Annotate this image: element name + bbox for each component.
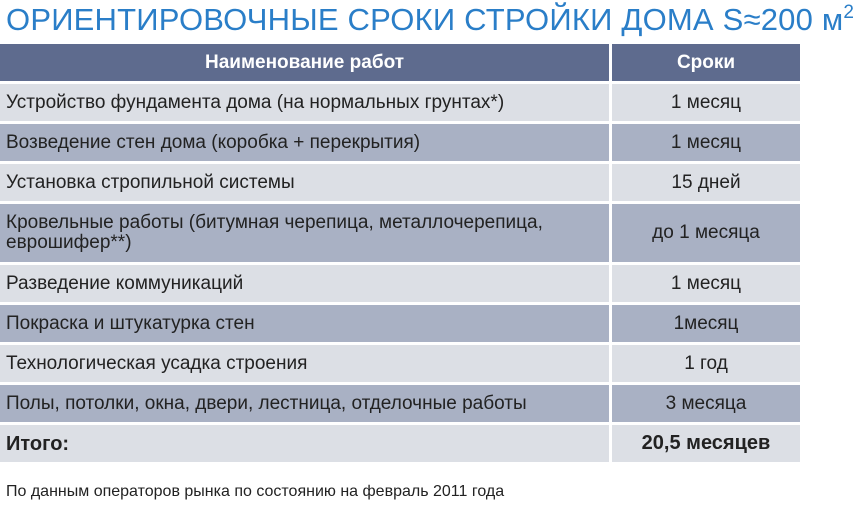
title-superscript: 2 — [843, 2, 854, 23]
schedule-table — [0, 44, 800, 465]
table-row — [0, 204, 800, 262]
header-time: Сроки — [612, 44, 800, 81]
table-row — [0, 265, 800, 302]
work-name: Технологическая усадка строения — [0, 345, 609, 382]
table-header-row — [0, 44, 800, 81]
table-row — [0, 305, 800, 342]
work-name: Полы, потолки, окна, двери, лестница, отделочные работы — [0, 385, 609, 422]
work-time: 1месяц — [612, 305, 800, 342]
title-text: ОРИЕНТИРОВОЧНЫЕ СРОКИ СТРОЙКИ ДОМА S≈200 м — [6, 2, 844, 37]
table-row — [0, 164, 800, 201]
work-name: Кровельные работы (битумная черепица, металлочерепица, еврошифер**) — [0, 204, 609, 262]
page-title — [0, 0, 854, 40]
work-name: Установка стропильной системы — [0, 164, 609, 201]
table-row — [0, 124, 800, 161]
work-time: до 1 месяца — [612, 204, 800, 262]
table-total-row — [0, 425, 800, 462]
total-value: 20,5 месяцев — [612, 425, 800, 462]
work-time: 1 год — [612, 345, 800, 382]
work-time: 15 дней — [612, 164, 800, 201]
work-name: Разведение коммуникаций — [0, 265, 609, 302]
table-row — [0, 345, 800, 382]
work-time: 1 месяц — [612, 265, 800, 302]
source-footnote: По данным операторов рынка по состоянию на февраль 2011 года — [6, 483, 505, 500]
work-name: Возведение стен дома (коробка + перекрытия) — [0, 124, 609, 161]
table-row — [0, 385, 800, 422]
header-name: Наименование работ — [0, 44, 609, 81]
work-time: 1 месяц — [612, 124, 800, 161]
table-row — [0, 84, 800, 121]
total-label: Итого: — [0, 425, 609, 462]
work-name: Покраска и штукатурка стен — [0, 305, 609, 342]
work-time: 3 месяца — [612, 385, 800, 422]
work-name: Устройство фундамента дома (на нормальных грунтах*) — [0, 84, 609, 121]
work-time: 1 месяц — [612, 84, 800, 121]
